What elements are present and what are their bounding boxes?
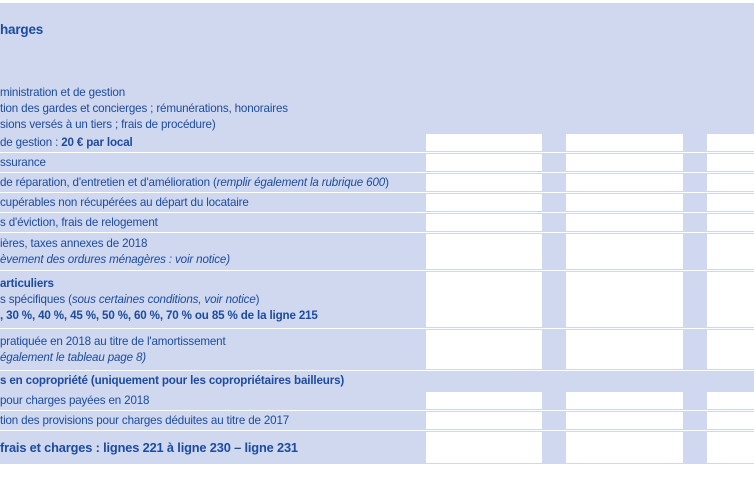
row-label (0, 193, 424, 211)
row-text-main: èvement des ordures ménagères : voir notice) (0, 253, 230, 266)
form-row-r221 (0, 85, 754, 133)
row-text-main: tion des gardes et concierges ; rémunérations, honoraires (0, 102, 288, 115)
amount-field-r226-col3[interactable] (707, 214, 754, 231)
form-row-r230a (0, 391, 754, 411)
row-text-italic: remplir également la rubrique 600 (216, 176, 386, 189)
section-title: harges (0, 22, 44, 37)
row-text (0, 85, 424, 101)
charges-rows (0, 85, 754, 465)
row-text (0, 195, 424, 211)
row-text-main: ssurance (0, 156, 46, 169)
form-row-r230 (0, 371, 754, 391)
row-text-main: s en copropriété (uniquement pour les copropriétaires bailleurs) (0, 374, 345, 387)
amount-field-r225-col3[interactable] (707, 194, 754, 211)
row-text (0, 334, 424, 350)
row-text-main: sions versés à un tiers ; frais de procédure) (0, 118, 216, 131)
row-text-main: également le tableau page 8) (0, 351, 146, 364)
row-text (0, 175, 424, 191)
form-row-r228 (0, 271, 754, 329)
row-label (0, 133, 424, 151)
amount-field-r222-col1[interactable] (426, 134, 542, 151)
amount-field-r225-col1[interactable] (426, 194, 542, 211)
row-label (0, 85, 424, 133)
row-text-main: tion des provisions pour charges déduites au titre de 2017 (0, 414, 290, 427)
row-text-main: frais et charges : lignes 221 à ligne 230 – ligne 231 (0, 440, 298, 455)
amount-field-r230a-col1[interactable] (426, 392, 542, 409)
amount-field-r224-col3[interactable] (707, 174, 754, 191)
amount-field-r231-col1[interactable] (426, 412, 542, 429)
amount-field-r240-col2[interactable] (566, 432, 683, 463)
amount-field-r240-col1[interactable] (426, 432, 542, 463)
amount-field-r228-col1[interactable] (426, 272, 542, 327)
amount-field-r240-col3[interactable] (707, 432, 754, 463)
row-label (0, 173, 424, 191)
amount-field-r228-col3[interactable] (707, 272, 754, 327)
amount-field-r228-col2[interactable] (566, 272, 683, 327)
amount-field-r226-col2[interactable] (566, 214, 683, 231)
row-label (0, 391, 424, 409)
form-row-r222 (0, 133, 754, 153)
amount-field-r231-col3[interactable] (707, 412, 754, 429)
form-row-r229 (0, 329, 754, 371)
form-row-r223 (0, 153, 754, 173)
row-label (0, 153, 424, 171)
row-text-main: de réparation, d'entretien et d'amélioration ( (0, 176, 217, 189)
form-row-r224 (0, 173, 754, 193)
row-text (0, 117, 424, 133)
row-text-main: s d'éviction, frais de relogement (0, 216, 158, 229)
row-text-bold: 20 € par local (61, 136, 133, 149)
row-text-close: ) (385, 176, 389, 189)
amount-field-r229-col1[interactable] (426, 330, 542, 369)
amount-field-r231-col2[interactable] (566, 412, 683, 429)
row-text-main: , 30 %, 40 %, 45 %, 50 %, 60 %, 70 % ou 85 % de la ligne 215 (0, 309, 318, 322)
row-text-main: cupérables non récupérées au départ du locataire (0, 196, 249, 209)
amount-field-r229-col3[interactable] (707, 330, 754, 369)
row-text-main: s spécifiques ( (0, 293, 72, 306)
amount-field-r227-col3[interactable] (707, 234, 754, 269)
row-text (0, 101, 424, 117)
row-text-main: de gestion : (0, 136, 62, 149)
row-text (0, 215, 424, 231)
row-label (0, 329, 424, 366)
amount-field-r225-col2[interactable] (566, 194, 683, 211)
amount-field-r224-col2[interactable] (566, 174, 683, 191)
row-text (0, 308, 424, 324)
row-text (0, 155, 424, 171)
row-text (0, 440, 424, 456)
row-label (0, 271, 424, 324)
amount-field-r227-col1[interactable] (426, 234, 542, 269)
form-row-r227 (0, 233, 754, 271)
form-row-r231 (0, 411, 754, 431)
row-label (0, 431, 424, 456)
amount-field-r230a-col2[interactable] (566, 392, 683, 409)
row-text-main: articuliers (0, 277, 54, 290)
row-label (0, 213, 424, 231)
row-label (0, 371, 424, 389)
amount-field-r230a-col3[interactable] (707, 392, 754, 409)
row-text (0, 350, 424, 366)
row-text (0, 276, 424, 292)
form-row-r226 (0, 213, 754, 233)
charges-section-panel (0, 3, 754, 465)
amount-field-r223-col3[interactable] (707, 154, 754, 171)
amount-field-r229-col2[interactable] (566, 330, 683, 369)
row-text (0, 292, 424, 308)
row-text-main: pratiquée en 2018 au titre de l'amortissement (0, 335, 226, 348)
amount-field-r223-col1[interactable] (426, 154, 542, 171)
amount-field-r226-col1[interactable] (426, 214, 542, 231)
row-text (0, 236, 424, 252)
amount-field-r223-col2[interactable] (566, 154, 683, 171)
row-text-main: pour charges payées en 2018 (0, 394, 150, 407)
row-text (0, 393, 424, 409)
form-row-r240 (0, 431, 754, 465)
row-text-main: ières, taxes annexes de 2018 (0, 237, 148, 250)
amount-field-r227-col2[interactable] (566, 234, 683, 269)
row-text-italic: sous certaines conditions, voir notice (71, 293, 256, 306)
row-text (0, 373, 424, 389)
row-text-close: ) (255, 293, 260, 306)
row-text-main: ministration et de gestion (0, 86, 125, 99)
row-label (0, 233, 424, 268)
amount-field-r222-col2[interactable] (566, 134, 683, 151)
amount-field-r224-col1[interactable] (426, 174, 542, 191)
row-label (0, 411, 424, 429)
form-row-r225 (0, 193, 754, 213)
row-text (0, 252, 424, 268)
amount-field-r222-col3[interactable] (707, 134, 754, 151)
row-text (0, 413, 424, 429)
row-text (0, 135, 424, 151)
